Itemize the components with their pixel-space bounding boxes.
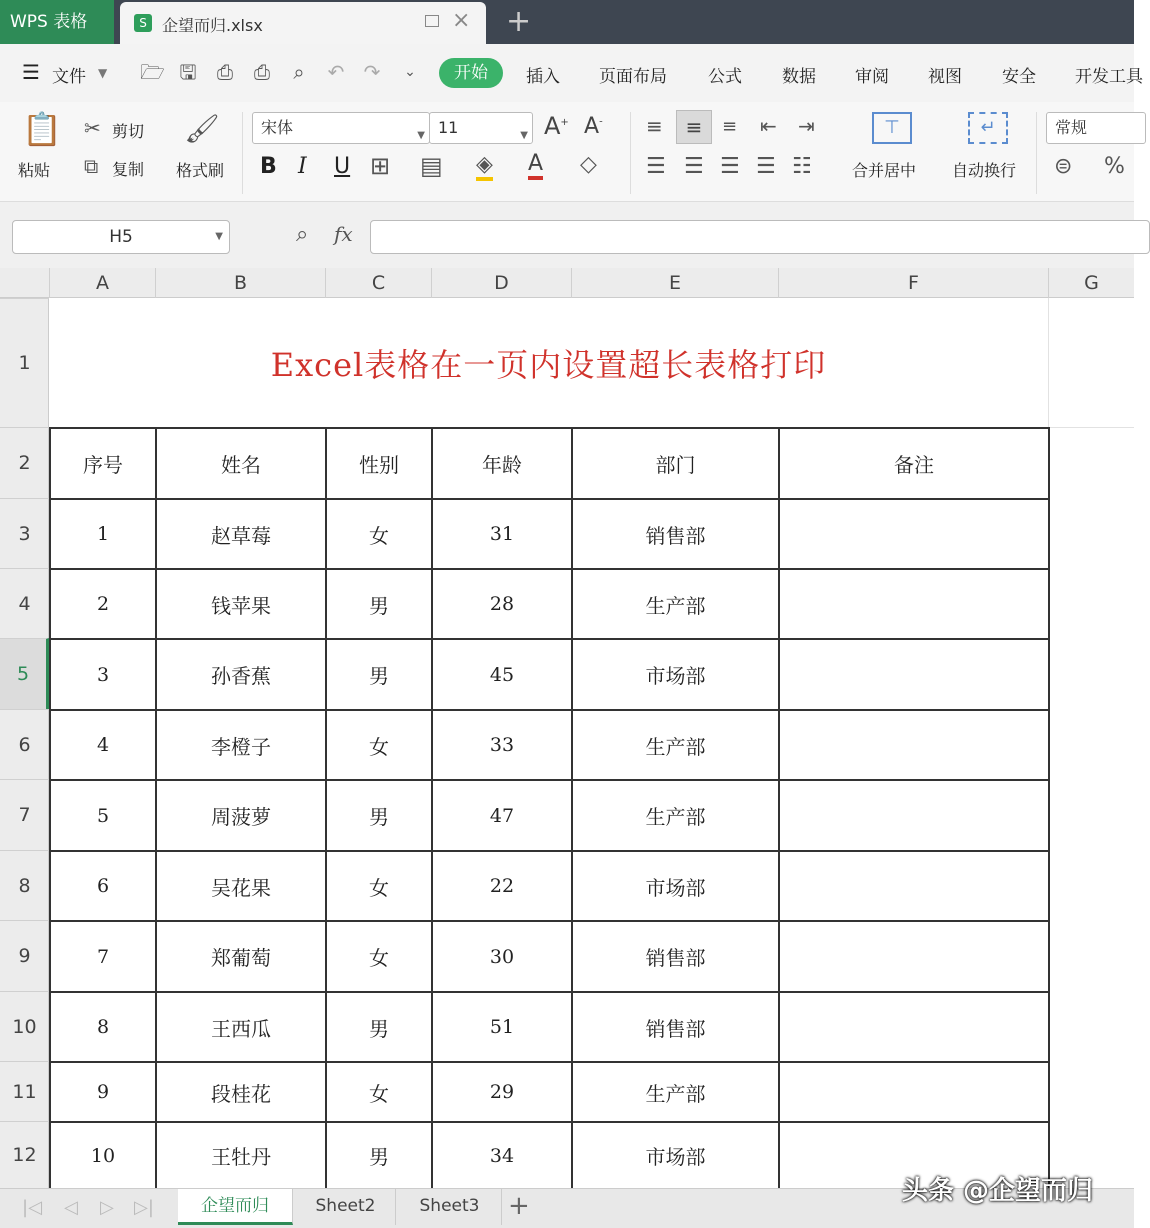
row-header[interactable]: 1: [0, 298, 49, 427]
menu-formulas[interactable]: 公式: [708, 67, 742, 87]
table-cell[interactable]: 生产部: [572, 780, 779, 851]
table-cell[interactable]: 女: [326, 851, 432, 921]
formula-bar: [0, 202, 1134, 268]
ribbon-toolbar: [0, 102, 1134, 202]
table-cell[interactable]: 2: [50, 569, 156, 639]
font-name-select[interactable]: [252, 112, 430, 144]
table-cell[interactable]: 销售部: [572, 992, 779, 1062]
table-cell[interactable]: 31: [432, 499, 572, 569]
first-sheet-icon[interactable]: |◁: [22, 1197, 42, 1218]
header-cell[interactable]: 备注: [779, 428, 1049, 499]
paste-button[interactable]: 粘贴: [18, 161, 51, 180]
row-header[interactable]: 4: [0, 568, 49, 638]
print-preview-icon[interactable]: ⌕: [293, 60, 305, 84]
row-header[interactable]: 12: [0, 1121, 49, 1188]
table-row: [50, 780, 1049, 851]
undo-icon[interactable]: ↶: [327, 60, 345, 84]
menu-review[interactable]: 审阅: [855, 67, 889, 87]
table-cell[interactable]: 销售部: [572, 921, 779, 992]
sheet-title-cell[interactable]: Excel表格在一页内设置超长表格打印: [270, 346, 827, 384]
table-cell[interactable]: 王牡丹: [156, 1122, 326, 1189]
row-header[interactable]: 3: [0, 498, 49, 568]
font-color-icon[interactable]: A: [528, 152, 543, 180]
paste-icon[interactable]: 📋: [22, 110, 62, 148]
table-cell[interactable]: 王西瓜: [156, 992, 326, 1062]
justify-icon[interactable]: ☰: [756, 154, 776, 179]
table-row: [50, 1122, 1049, 1189]
table-cell[interactable]: 4: [50, 710, 156, 780]
app-tab[interactable]: [0, 0, 114, 44]
table-cell[interactable]: 市场部: [572, 851, 779, 921]
table-cell[interactable]: 51: [432, 992, 572, 1062]
table-cell[interactable]: 市场部: [572, 639, 779, 710]
table-cell[interactable]: [779, 710, 1049, 780]
italic-icon[interactable]: I: [298, 154, 307, 179]
align-top-icon[interactable]: ≡: [646, 114, 663, 138]
column-header-e[interactable]: E: [571, 268, 778, 298]
customize-icon[interactable]: ⌄: [404, 64, 416, 80]
sheet-tab-active[interactable]: 企望而归: [178, 1189, 293, 1225]
cell-reference: H5: [109, 227, 133, 247]
cut-icon[interactable]: ✂: [84, 116, 101, 140]
table-row: [50, 921, 1049, 992]
add-sheet-button[interactable]: +: [508, 1191, 530, 1221]
underline-icon[interactable]: U: [334, 154, 351, 179]
chevron-down-icon: ▼: [417, 130, 425, 141]
align-bottom-icon[interactable]: ≡: [722, 116, 738, 137]
table-cell[interactable]: 女: [326, 1062, 432, 1122]
table-cell[interactable]: [779, 1062, 1049, 1122]
cut-button[interactable]: 剪切: [112, 122, 145, 141]
merge-center-icon[interactable]: ⊤: [872, 112, 912, 144]
column-header-g[interactable]: G: [1048, 268, 1134, 298]
row-header[interactable]: 7: [0, 779, 49, 850]
table-cell[interactable]: 34: [432, 1122, 572, 1189]
table-cell[interactable]: 孙香蕉: [156, 639, 326, 710]
table-cell[interactable]: 30: [432, 921, 572, 992]
table-cell[interactable]: 郑葡萄: [156, 921, 326, 992]
number-format-value: 常规: [1055, 118, 1088, 137]
increase-font-icon[interactable]: A+: [544, 112, 569, 140]
table-cell[interactable]: 10: [50, 1122, 156, 1189]
table-cell[interactable]: 赵草莓: [156, 499, 326, 569]
title-bar: [0, 0, 1134, 44]
zoom-icon[interactable]: ⌕: [296, 222, 309, 247]
formula-input[interactable]: [370, 220, 1150, 254]
close-tab-icon[interactable]: ×: [452, 8, 471, 33]
format-painter-button[interactable]: 格式刷: [176, 161, 225, 180]
header-cell[interactable]: 序号: [50, 428, 156, 499]
copy-button[interactable]: 复制: [112, 160, 145, 179]
font-size-select[interactable]: [429, 112, 533, 144]
table-cell[interactable]: 生产部: [572, 1062, 779, 1122]
fill-style-icon[interactable]: ▤: [420, 152, 443, 180]
align-left-icon[interactable]: ☰: [646, 154, 666, 179]
align-middle-icon[interactable]: ≡: [676, 110, 712, 144]
table-cell[interactable]: 男: [326, 780, 432, 851]
new-tab-button[interactable]: +: [506, 4, 532, 39]
fx-icon[interactable]: fx: [334, 222, 353, 246]
table-cell[interactable]: 周菠萝: [156, 780, 326, 851]
table-cell[interactable]: [779, 639, 1049, 710]
table-header-row: [50, 428, 1049, 499]
table-cell[interactable]: [779, 851, 1049, 921]
ribbon-separator: [1036, 112, 1037, 194]
table-cell[interactable]: [779, 780, 1049, 851]
row-header[interactable]: 10: [0, 991, 49, 1061]
table-cell[interactable]: 6: [50, 851, 156, 921]
table-cell[interactable]: 9: [50, 1062, 156, 1122]
row-headers: [0, 298, 49, 1188]
menu-bar: [0, 44, 1143, 102]
table-cell[interactable]: 女: [326, 921, 432, 992]
table-cell[interactable]: 33: [432, 710, 572, 780]
table-cell[interactable]: 7: [50, 921, 156, 992]
number-format-select[interactable]: [1046, 112, 1146, 144]
chevron-down-icon[interactable]: ▼: [98, 66, 108, 80]
print-icon[interactable]: ⎙: [254, 60, 270, 84]
document-tab[interactable]: [120, 2, 486, 44]
column-header-f[interactable]: F: [778, 268, 1048, 298]
table-cell[interactable]: 钱苹果: [156, 569, 326, 639]
format-painter-icon[interactable]: 🖌: [184, 112, 220, 145]
table-cell[interactable]: 男: [326, 639, 432, 710]
sheet-tab[interactable]: Sheet2: [296, 1189, 396, 1225]
menu-developer[interactable]: 开发工具: [1075, 67, 1143, 87]
font-size-value: 11: [438, 118, 459, 137]
clear-icon[interactable]: ◇: [580, 152, 597, 177]
table-cell[interactable]: 5: [50, 780, 156, 851]
table-cell[interactable]: 3: [50, 639, 156, 710]
header-cell[interactable]: 部门: [572, 428, 779, 499]
column-header-d[interactable]: D: [431, 268, 571, 298]
prev-sheet-icon[interactable]: ◁: [64, 1197, 78, 1218]
merge-center-button[interactable]: 合并居中: [852, 161, 917, 180]
table-row: [50, 992, 1049, 1062]
export-pdf-icon[interactable]: ⎙: [217, 60, 233, 84]
percent-icon[interactable]: %: [1104, 154, 1125, 179]
menu-page-layout[interactable]: 页面布局: [599, 67, 667, 87]
header-cell[interactable]: 姓名: [156, 428, 326, 499]
row-header[interactable]: 11: [0, 1061, 49, 1121]
last-sheet-icon[interactable]: ▷|: [134, 1197, 154, 1218]
table-cell[interactable]: 8: [50, 992, 156, 1062]
table-cell[interactable]: 段桂花: [156, 1062, 326, 1122]
table-row: [50, 499, 1049, 569]
table-cell[interactable]: 47: [432, 780, 572, 851]
name-box[interactable]: [12, 220, 230, 254]
table-cell[interactable]: 销售部: [572, 499, 779, 569]
table-cell[interactable]: 男: [326, 1122, 432, 1189]
row-header[interactable]: 6: [0, 709, 49, 779]
menu-file[interactable]: 文件: [52, 67, 86, 87]
table-cell[interactable]: [779, 499, 1049, 569]
column-header-b[interactable]: B: [155, 268, 325, 298]
wrap-text-icon[interactable]: ↵: [968, 112, 1008, 144]
chevron-down-icon: ▼: [520, 130, 528, 141]
chevron-down-icon: ▼: [215, 231, 223, 242]
decrease-indent-icon[interactable]: ⇤: [760, 114, 777, 138]
table-cell[interactable]: 吴花果: [156, 851, 326, 921]
table-cell[interactable]: 生产部: [572, 710, 779, 780]
menu-insert[interactable]: 插入: [526, 67, 560, 87]
table-cell[interactable]: 生产部: [572, 569, 779, 639]
header-cell[interactable]: 性别: [326, 428, 432, 499]
open-icon[interactable]: 🗁: [140, 60, 165, 84]
table-row: [50, 569, 1049, 639]
table-cell[interactable]: [779, 921, 1049, 992]
column-headers: [0, 268, 1134, 298]
menu-home[interactable]: 开始: [439, 58, 503, 88]
menu-view[interactable]: 视图: [928, 67, 962, 87]
font-name-value: 宋体: [261, 118, 294, 137]
table-row: [50, 851, 1049, 921]
table-cell[interactable]: 28: [432, 569, 572, 639]
header-cell[interactable]: 年龄: [432, 428, 572, 499]
table-cell[interactable]: [779, 992, 1049, 1062]
table-cell[interactable]: 市场部: [572, 1122, 779, 1189]
table-cell[interactable]: 1: [50, 499, 156, 569]
data-table: [49, 427, 1050, 1190]
window-mode-icon[interactable]: [425, 15, 439, 27]
bold-icon[interactable]: B: [260, 154, 277, 179]
table-row: [50, 639, 1049, 710]
watermark: 头条 @企望而归: [902, 1176, 1094, 1206]
spreadsheet-icon: S: [134, 14, 152, 32]
copy-icon[interactable]: ⧉: [84, 154, 99, 178]
table-cell[interactable]: 男: [326, 992, 432, 1062]
next-sheet-icon[interactable]: ▷: [100, 1197, 114, 1218]
fill-color-icon[interactable]: ◈: [476, 152, 493, 181]
table-row: [50, 710, 1049, 780]
table-cell[interactable]: 29: [432, 1062, 572, 1122]
table-cell[interactable]: 李橙子: [156, 710, 326, 780]
row-header[interactable]: 2: [0, 427, 49, 498]
menu-icon[interactable]: ☰: [22, 60, 40, 84]
distributed-icon[interactable]: ☷: [792, 154, 812, 179]
wrap-text-button[interactable]: 自动换行: [952, 161, 1017, 180]
menu-data[interactable]: 数据: [782, 67, 816, 87]
decrease-font-icon[interactable]: A-: [584, 114, 603, 139]
table-cell[interactable]: 45: [432, 639, 572, 710]
column-header-a[interactable]: A: [49, 268, 155, 298]
table-cell[interactable]: 女: [326, 710, 432, 780]
document-name: 企望而归.xlsx: [162, 16, 263, 35]
ribbon-separator: [242, 112, 243, 194]
column-header-c[interactable]: C: [325, 268, 431, 298]
row-header[interactable]: 8: [0, 850, 49, 920]
menu-security[interactable]: 安全: [1002, 67, 1036, 87]
sheet-tab[interactable]: Sheet3: [398, 1189, 502, 1225]
border-icon[interactable]: ⊞: [370, 152, 391, 180]
table-cell[interactable]: [779, 569, 1049, 639]
table-cell[interactable]: 22: [432, 851, 572, 921]
table-row: [50, 1062, 1049, 1122]
row-header[interactable]: 9: [0, 920, 49, 991]
row-header-active[interactable]: 5: [0, 638, 49, 709]
table-cell[interactable]: 女: [326, 499, 432, 569]
table-cell[interactable]: 男: [326, 569, 432, 639]
save-icon[interactable]: 🖫: [179, 60, 197, 84]
align-right-icon[interactable]: ☰: [720, 154, 740, 179]
currency-icon[interactable]: ⊜: [1054, 154, 1073, 179]
align-center-icon[interactable]: ☰: [684, 154, 704, 179]
ribbon-separator: [630, 112, 631, 194]
redo-icon[interactable]: ↷: [363, 60, 381, 84]
increase-indent-icon[interactable]: ⇥: [798, 114, 815, 138]
app-name: WPS 表格: [10, 12, 88, 32]
